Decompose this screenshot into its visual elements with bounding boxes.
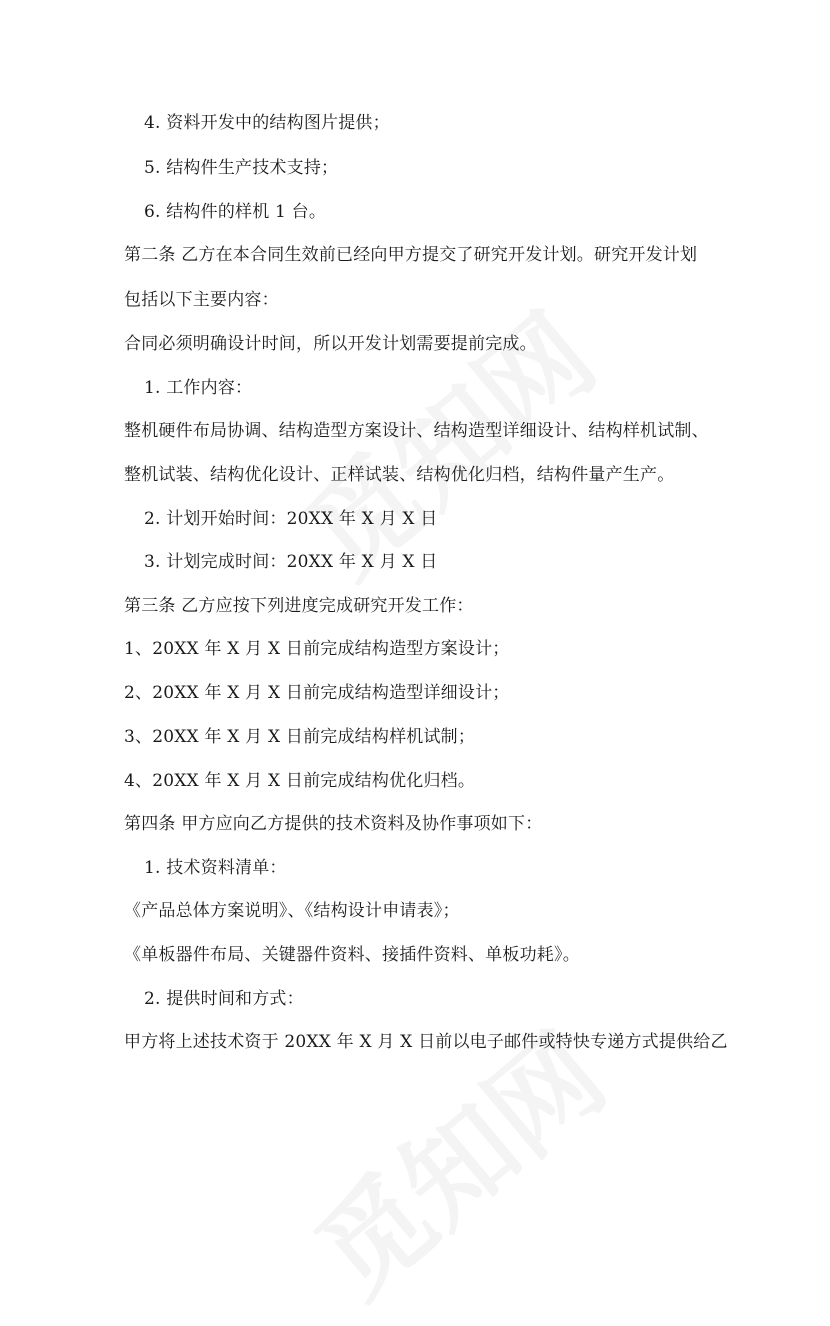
paragraph-line: 《单板器件布局、关键器件资料、接插件资料、单板功耗》。	[124, 945, 580, 965]
paragraph-line: 《产品总体方案说明》、《结构设计申请表》；	[124, 901, 460, 921]
paragraph-line: 合同必须明确设计时间，所以开发计划需要提前完成。	[124, 334, 537, 354]
paragraph-line: 甲方将上述技术资于 20XX 年 X 月 X 日前以电子邮件或特快专递方式提供给乙	[124, 1032, 728, 1052]
article-3-heading: 第三条 乙方应按下列进度完成研究开发工作：	[124, 596, 474, 616]
list-item-1: 1. 工作内容：	[144, 378, 253, 398]
schedule-item: 1、20XX 年 X 月 X 日前完成结构造型方案设计；	[124, 639, 510, 659]
schedule-item: 3、20XX 年 X 月 X 日前完成结构样机试制；	[124, 727, 476, 747]
paragraph-line: 包括以下主要内容：	[124, 290, 279, 310]
article-4-heading: 第四条 甲方应向乙方提供的技术资料及协作事项如下：	[124, 814, 543, 834]
list-item-1: 1. 技术资料清单：	[144, 858, 287, 878]
schedule-item: 4、20XX 年 X 月 X 日前完成结构优化归档。	[124, 771, 476, 791]
list-item-4: 4. 资料开发中的结构图片提供；	[144, 113, 390, 133]
paragraph-line: 整机试装、结构优化设计、正样试装、结构优化归档，结构件量产生产。	[124, 465, 675, 485]
list-item-2: 2. 提供时间和方式：	[144, 989, 304, 1009]
list-item-3: 3. 计划完成时间：20XX 年 X 月 X 日	[144, 552, 438, 572]
article-2-heading: 第二条 乙方在本合同生效前已经向甲方提交了研究开发计划。研究开发计划	[124, 245, 698, 265]
list-item-5: 5. 结构件生产技术支持；	[144, 158, 339, 178]
paragraph-line: 整机硬件布局协调、结构造型方案设计、结构造型详细设计、结构样机试制、	[124, 421, 709, 441]
list-item-2: 2. 计划开始时间：20XX 年 X 月 X 日	[144, 509, 438, 529]
list-item-6: 6. 结构件的样机 1 台。	[144, 202, 327, 222]
schedule-item: 2、20XX 年 X 月 X 日前完成结构造型详细设计；	[124, 683, 510, 703]
